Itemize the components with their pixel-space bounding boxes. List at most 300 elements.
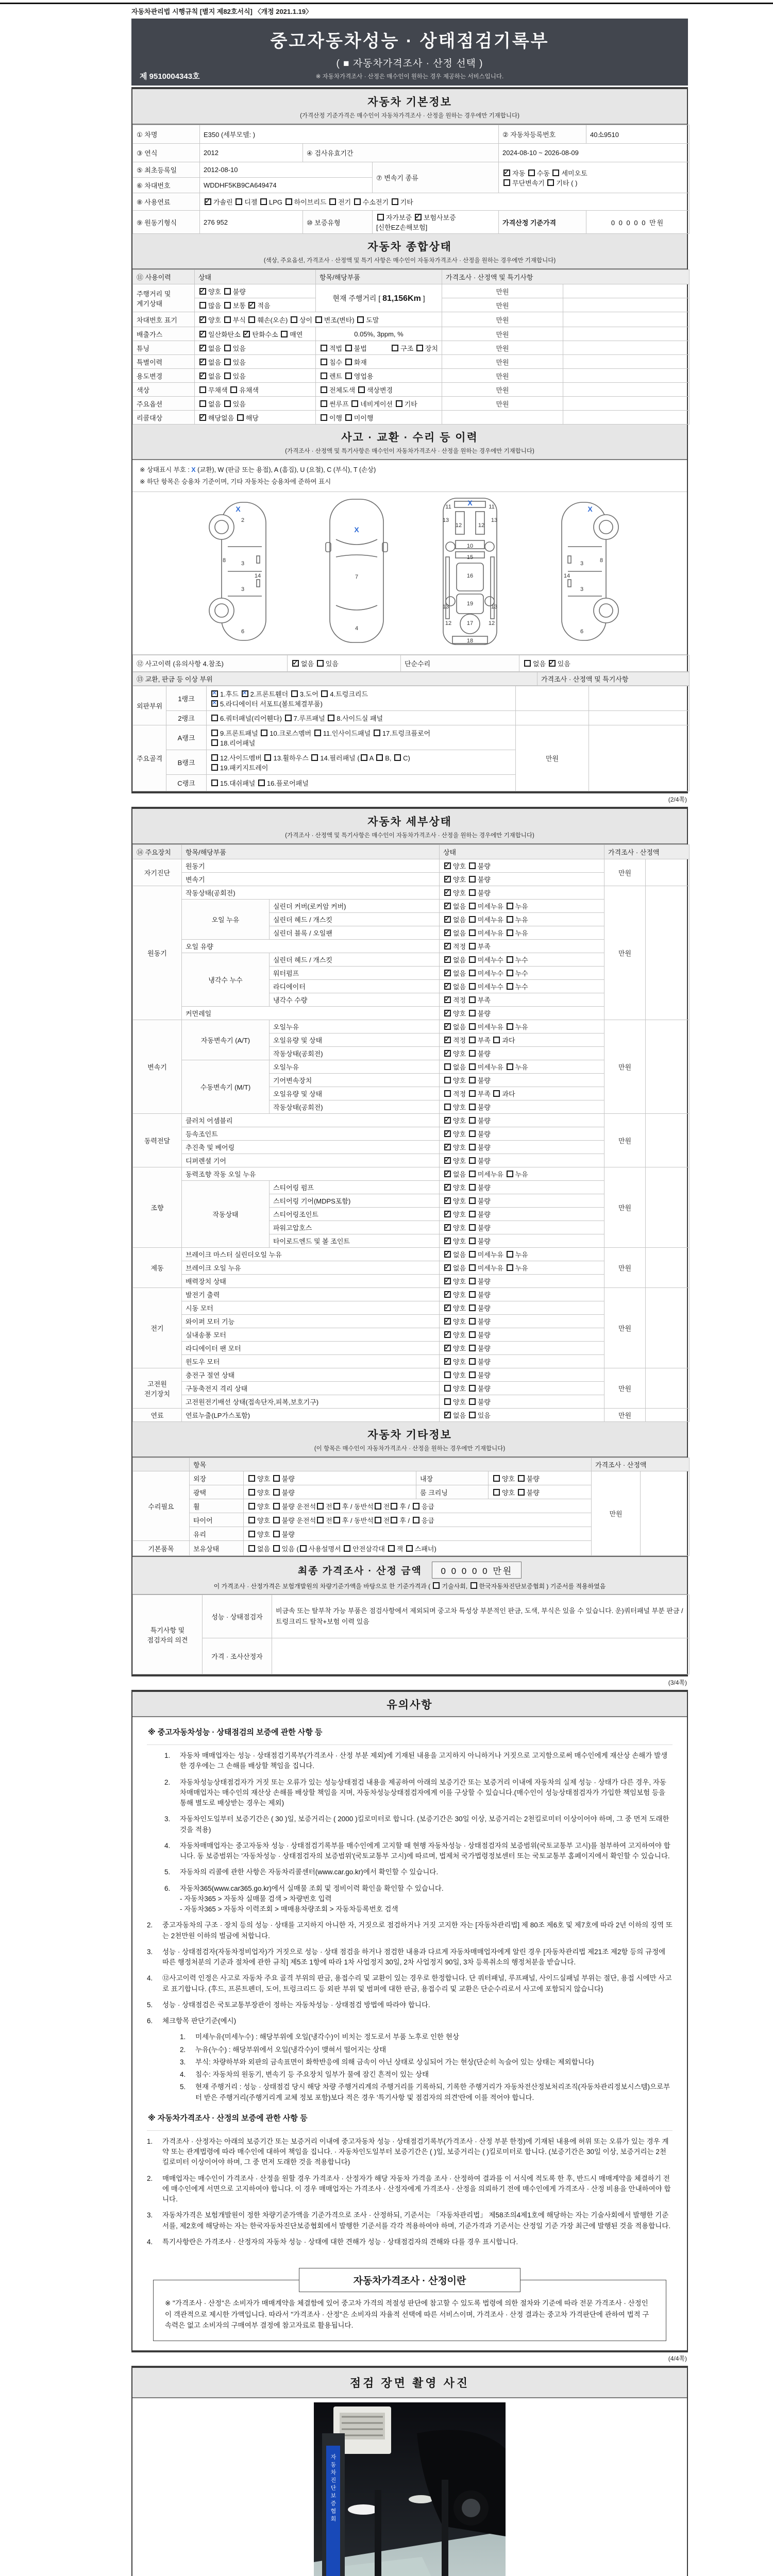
checkbox-unchecked[interactable] xyxy=(391,1503,397,1510)
checkbox-unchecked[interactable] xyxy=(317,1503,324,1510)
state-cell: ✓ 양호 부식 훼손(오손) 상이 변조(변타) 도말 xyxy=(195,312,442,327)
checkbox-checked[interactable] xyxy=(444,956,451,963)
rank-table xyxy=(132,686,690,791)
checkbox-unchecked[interactable] xyxy=(285,715,292,721)
checkbox-unchecked[interactable] xyxy=(211,730,218,736)
checkbox-unchecked[interactable] xyxy=(375,1503,381,1510)
checkbox-checked[interactable] xyxy=(503,170,510,176)
notice-item-text: 부식: 차량하부와 외판의 금속표면이 화학반응에 의해 금속이 아닌 상태로 상실되어 가는 현상(단순히 녹슬어 있는 상태는 제외합니다) xyxy=(195,2058,594,2066)
checkbox-checked[interactable] xyxy=(444,1238,451,1244)
spec-cell xyxy=(563,383,690,397)
checkbox-unchecked[interactable] xyxy=(321,400,327,407)
checkbox-unchecked[interactable] xyxy=(507,1063,513,1070)
checkbox-unchecked[interactable] xyxy=(469,1318,476,1325)
checkbox-unchecked[interactable] xyxy=(469,889,476,896)
checkbox-unchecked[interactable] xyxy=(211,764,218,771)
notice-subheading: ※ 중고자동차성능 · 상태점검의 보증에 관한 사항 등 xyxy=(147,1719,673,1745)
checkbox-unchecked[interactable] xyxy=(376,754,383,761)
checkbox-unchecked[interactable] xyxy=(261,730,267,736)
section-box-page3 xyxy=(131,807,688,1676)
checkbox-unchecked[interactable] xyxy=(315,316,322,323)
checkbox-checked[interactable] xyxy=(199,331,206,337)
checkbox-unchecked[interactable] xyxy=(507,916,513,923)
checkbox-checked[interactable] xyxy=(444,1358,451,1365)
field-label: ⑤ 최초등록일 xyxy=(133,162,200,178)
first-registration-date: 2012-08-10 xyxy=(200,162,373,178)
checkbox-unchecked[interactable] xyxy=(469,1211,476,1217)
checkbox-unchecked[interactable] xyxy=(469,1023,476,1030)
checkbox-unchecked[interactable] xyxy=(469,1197,476,1204)
checkbox-unchecked[interactable] xyxy=(388,1545,395,1552)
basic-info-header xyxy=(132,89,687,125)
etc-item-label: 보유상태 xyxy=(190,1541,244,1556)
checkbox-unchecked[interactable] xyxy=(224,400,231,407)
device-item: 커먼레일 xyxy=(182,1007,440,1020)
checkbox-unchecked[interactable] xyxy=(273,1531,280,1537)
checkbox-unchecked[interactable] xyxy=(469,929,476,936)
device-spec xyxy=(646,1288,690,1368)
checkbox-checked[interactable] xyxy=(444,862,451,869)
checkbox-unchecked[interactable] xyxy=(285,198,292,205)
checkbox-checked[interactable] xyxy=(444,929,451,936)
checkbox-unchecked[interactable] xyxy=(469,996,476,1003)
checkbox-checked[interactable] xyxy=(444,1157,451,1164)
checkbox-unchecked[interactable] xyxy=(321,386,327,393)
checkbox-unchecked[interactable] xyxy=(273,1489,280,1496)
checkbox-checked[interactable] xyxy=(444,1345,451,1351)
rank-label: C랭크 xyxy=(166,775,207,791)
device-price: 만원 xyxy=(604,1368,646,1409)
checkbox-unchecked[interactable] xyxy=(392,345,398,351)
checkbox-unchecked[interactable] xyxy=(413,1503,419,1510)
checkbox-unchecked[interactable] xyxy=(345,359,352,365)
checkbox-unchecked[interactable] xyxy=(469,876,476,883)
checkbox-unchecked[interactable] xyxy=(230,386,237,393)
checkbox-unchecked[interactable] xyxy=(547,179,554,186)
checkbox-unchecked[interactable] xyxy=(329,198,336,205)
checkbox-unchecked[interactable] xyxy=(248,1475,255,1482)
checkbox-unchecked[interactable] xyxy=(314,730,321,736)
checkbox-checked[interactable] xyxy=(199,372,206,379)
checkbox-unchecked[interactable] xyxy=(391,1517,397,1523)
checkbox-unchecked[interactable] xyxy=(469,1398,476,1405)
basic-info-title: 자동차 기본정보 xyxy=(367,96,452,108)
checkbox-checked[interactable] xyxy=(444,983,451,990)
checkbox-checked[interactable] xyxy=(444,1291,451,1298)
checkbox-unchecked[interactable] xyxy=(248,1545,255,1552)
checkbox-unchecked[interactable] xyxy=(311,754,318,761)
checkbox-checked[interactable] xyxy=(205,198,211,205)
zone-number: 12 xyxy=(488,620,495,626)
checkbox-unchecked[interactable] xyxy=(469,1331,476,1338)
checkbox-unchecked[interactable] xyxy=(507,929,513,936)
checkbox-checked[interactable] xyxy=(243,331,250,337)
device-item: 충전구 절연 상태 xyxy=(182,1368,440,1382)
notice-item-number: 2. xyxy=(180,2045,186,2054)
inspection-photo-wrap xyxy=(132,2398,687,2576)
detail-col-device: ⑭ 주요장치 xyxy=(133,845,182,859)
checkbox-unchecked[interactable] xyxy=(507,1251,513,1258)
checkbox-checked[interactable] xyxy=(444,1184,451,1191)
notice-item-text: 자동차매매업자는 중고자동차 성능 · 상태점검기록부를 매수인에게 고지할 때 현행 자동차성능 · 상태점검자의 보증범위(국토교통부 고시)를 첨부하여 고지하여야 합니다. 동 보증범위는 '자동차성능 · 상태점검자의 보증범위'(국토교통부 고시)에 따르며, 법제처 국가법령정보센터 또는 국토교통부 홈페이지에서 확인할 수 있습니다. xyxy=(180,1841,670,1860)
checkbox-unchecked[interactable] xyxy=(199,386,206,393)
checkbox-unchecked[interactable] xyxy=(469,1050,476,1057)
checkbox-unchecked[interactable] xyxy=(237,414,244,421)
checkbox-checked[interactable] xyxy=(549,660,556,667)
checkbox-checked[interactable] xyxy=(444,1197,451,1204)
notice-item-text: 침수: 자동차의 원동기, 변속기 등 주요장치 일부가 물에 잠긴 흔적이 있는 상태 xyxy=(195,2071,429,2078)
checkbox-unchecked[interactable] xyxy=(281,331,288,337)
checkbox-checked[interactable] xyxy=(444,1050,451,1057)
checkbox-unchecked[interactable] xyxy=(224,316,231,323)
zone-number: 15 xyxy=(466,554,474,561)
etc-price: 만원 xyxy=(592,1471,641,1556)
checkbox-unchecked[interactable] xyxy=(469,1358,476,1365)
checkbox-unchecked[interactable] xyxy=(503,179,510,186)
checkbox-unchecked[interactable] xyxy=(507,1023,513,1030)
checkbox-unchecked[interactable] xyxy=(469,1171,476,1177)
checkbox-unchecked[interactable] xyxy=(469,1037,476,1043)
checkbox-unchecked[interactable] xyxy=(524,660,531,667)
checkbox-checked[interactable] xyxy=(292,660,299,667)
checkbox-unchecked[interactable] xyxy=(416,345,423,351)
checkbox-checked[interactable] xyxy=(444,1037,451,1043)
checkbox-checked[interactable] xyxy=(444,1264,451,1271)
checkbox-unchecked[interactable] xyxy=(351,400,358,407)
overall-col-state: 상태 xyxy=(195,270,316,284)
checkbox-checked[interactable] xyxy=(415,214,422,221)
checkbox-unchecked[interactable] xyxy=(224,302,231,309)
item-cell: 이행 미이행 xyxy=(316,411,442,425)
notice-item-text: 자동차 매매업자는 성능 · 상태점검기록부(가격조사 · 산정 부분 제외)에 기재된 내용을 고지하지 아니하거나 거짓으로 고지함으로써 매수인에게 재산상 손해가 발생한 경우에는 그 손해를 배상할 책임을 집니다. xyxy=(180,1752,668,1770)
zone-number: 3 xyxy=(580,586,584,592)
checkbox-checked[interactable] xyxy=(199,288,206,295)
checkbox-unchecked[interactable] xyxy=(518,1489,525,1496)
zone-number: 12 xyxy=(478,522,485,529)
checkbox-unchecked[interactable] xyxy=(273,1545,280,1552)
checkbox-unchecked[interactable] xyxy=(444,1385,451,1392)
checkbox-unchecked[interactable] xyxy=(444,1090,451,1097)
checkbox-unchecked[interactable] xyxy=(507,983,513,990)
checkbox-unchecked[interactable] xyxy=(394,754,401,761)
checkbox-unchecked[interactable] xyxy=(377,214,384,221)
checkbox-checked[interactable] xyxy=(444,1331,451,1338)
device-price: 만원 xyxy=(604,1167,646,1248)
notice-item xyxy=(180,2032,673,2042)
price-cell: 만원 xyxy=(442,369,563,383)
checkbox-unchecked[interactable] xyxy=(224,359,231,365)
frame-price: 만원 xyxy=(516,725,589,791)
notice-item xyxy=(147,2237,673,2247)
etc-col-price: 가격조사 · 산정액 xyxy=(592,1458,690,1471)
checkbox-unchecked[interactable] xyxy=(507,903,513,909)
device-state: ✓ 없음 미세누유 누유 xyxy=(440,913,604,926)
checkbox-unchecked[interactable] xyxy=(444,1371,451,1378)
checkbox-unchecked[interactable] xyxy=(469,862,476,869)
checkbox-checked[interactable] xyxy=(444,1130,451,1137)
checkbox-checked[interactable] xyxy=(444,903,451,909)
notice-subheading: ※ 자동차가격조사 · 산정의 보증에 관한 사항 등 xyxy=(147,2105,673,2131)
checkbox-unchecked[interactable] xyxy=(374,730,380,736)
detail-title: 자동차 세부상태 xyxy=(367,816,452,828)
checkbox-unchecked[interactable] xyxy=(375,1517,381,1523)
checkbox-unchecked[interactable] xyxy=(248,1503,255,1510)
checkbox-unchecked[interactable] xyxy=(469,1371,476,1378)
checkbox-x-marked[interactable] xyxy=(211,700,218,707)
checkbox-unchecked[interactable] xyxy=(328,715,334,721)
device-spec xyxy=(646,1368,690,1409)
checkbox-checked[interactable] xyxy=(444,1144,451,1150)
checkbox-unchecked[interactable] xyxy=(469,1264,476,1271)
checkbox-unchecked[interactable] xyxy=(469,1130,476,1137)
device-subgroup-label: 자동변속기 (A/T) xyxy=(182,1020,270,1060)
zone-number: 3 xyxy=(580,561,584,567)
etc-item-state: 양호 불량 운전석 전 후 / 동반석 전 후 / 응급 xyxy=(244,1499,592,1513)
checkbox-unchecked[interactable] xyxy=(321,359,327,365)
checkbox-unchecked[interactable] xyxy=(469,1224,476,1231)
checkbox-checked[interactable] xyxy=(444,916,451,923)
checkbox-unchecked[interactable] xyxy=(469,903,476,909)
checkbox-unchecked[interactable] xyxy=(493,1475,500,1482)
checkbox-unchecked[interactable] xyxy=(507,956,513,963)
checkbox-checked[interactable] xyxy=(444,1023,451,1030)
checkbox-checked[interactable] xyxy=(444,1304,451,1311)
checkbox-checked[interactable] xyxy=(444,1171,451,1177)
device-state: ✓ 적정 부족 xyxy=(440,993,604,1007)
device-state: ✓ 없음 있음 xyxy=(440,1409,604,1422)
checkbox-unchecked[interactable] xyxy=(469,1278,476,1284)
checkbox-unchecked[interactable] xyxy=(211,754,218,761)
checkbox-unchecked[interactable] xyxy=(469,916,476,923)
checkbox-unchecked[interactable] xyxy=(406,1545,413,1552)
notice-item-text: ⑫사고이력 인정은 사고로 자동차 주요 골격 부위의 판금, 용접수리 및 교환이 있는 경우로 한정합니다. 단 쿼터패널, 루프패널, 사이드실패널 부위는 절단, 용접 시에만 사고로 표기합니다. (후드, 프론트펜더, 도어, 트렁크리드 등 외판 부위 및 범퍼에 대한 판금, 용접수리 및 교환은 단순수리로서 사고에 포함되지 않습니다) xyxy=(162,1974,672,1993)
frame-group-label: 주요골격 xyxy=(133,725,166,791)
checkbox-unchecked[interactable] xyxy=(248,1531,255,1537)
checkbox-checked[interactable] xyxy=(199,414,206,421)
checkbox-unchecked[interactable] xyxy=(248,1489,255,1496)
checkbox-unchecked[interactable] xyxy=(345,414,352,421)
checkbox-x-marked[interactable] xyxy=(211,690,218,697)
device-state: ✓ 양호 불량 xyxy=(440,1315,604,1328)
final-price-note: 이 가격조사 · 산정가격은 보험개발원의 차량기준가액을 바탕으로 한 기준가격과 ( 기술사회, 한국자동차진단보증협회 ) 기준서를 적용하였음 xyxy=(213,1583,606,1590)
checkbox-unchecked[interactable] xyxy=(291,316,297,323)
notice-item xyxy=(147,2174,673,2205)
checkbox-checked[interactable] xyxy=(444,1318,451,1325)
checkbox-checked[interactable] xyxy=(444,1117,451,1124)
checkbox-unchecked[interactable] xyxy=(469,1077,476,1083)
checkbox-unchecked[interactable] xyxy=(357,316,364,323)
checkbox-unchecked[interactable] xyxy=(361,754,367,761)
checkbox-unchecked[interactable] xyxy=(469,1090,476,1097)
checkbox-unchecked[interactable] xyxy=(199,302,206,309)
checkbox-unchecked[interactable] xyxy=(333,1517,340,1523)
device-state: ✓ 없음 미세누수 누수 xyxy=(440,980,604,993)
checkbox-checked[interactable] xyxy=(444,889,451,896)
checkbox-unchecked[interactable] xyxy=(469,1104,476,1110)
checkbox-unchecked[interactable] xyxy=(493,1489,500,1496)
mark-x-legend: X xyxy=(191,466,196,473)
checkbox-unchecked[interactable] xyxy=(260,198,267,205)
checkbox-unchecked[interactable] xyxy=(469,1157,476,1164)
checkbox-unchecked[interactable] xyxy=(300,1545,307,1552)
checkbox-unchecked[interactable] xyxy=(444,1063,451,1070)
zone-number: 12 xyxy=(455,522,462,529)
device-item: 실린더 헤드 / 개스킷 xyxy=(270,913,440,926)
checkbox-checked[interactable] xyxy=(444,1412,451,1418)
checkbox-checked[interactable] xyxy=(199,316,206,323)
checkbox-unchecked[interactable] xyxy=(469,1117,476,1124)
item-cell: 0.05%, 3ppm, % xyxy=(316,327,442,341)
section-box-notice xyxy=(131,1690,688,2352)
price-cell: 만원 xyxy=(442,284,563,298)
checkbox-unchecked[interactable] xyxy=(258,779,265,786)
checkbox-unchecked[interactable] xyxy=(507,970,513,976)
notice-item xyxy=(147,1973,673,1994)
checkbox-unchecked[interactable] xyxy=(469,956,476,963)
checkbox-checked[interactable] xyxy=(444,876,451,883)
checkbox-unchecked[interactable] xyxy=(354,198,361,205)
zone-number: 7 xyxy=(355,574,359,580)
device-spec xyxy=(646,1409,690,1422)
device-item: 와이퍼 모터 기능 xyxy=(182,1315,440,1328)
checkbox-unchecked[interactable] xyxy=(469,970,476,976)
checkbox-unchecked[interactable] xyxy=(321,414,327,421)
device-item: 실린더 헤드 / 개스킷 xyxy=(270,953,440,967)
checkbox-unchecked[interactable] xyxy=(211,779,218,786)
checkbox-checked[interactable] xyxy=(444,970,451,976)
checkbox-unchecked[interactable] xyxy=(469,1412,476,1418)
checkbox-unchecked[interactable] xyxy=(469,1010,476,1016)
notice-item-number: 6. xyxy=(147,2017,153,2025)
checkbox-unchecked[interactable] xyxy=(469,1063,476,1070)
checkbox-unchecked[interactable] xyxy=(469,1238,476,1244)
device-state: ✓ 없음 미세누유 누유 xyxy=(440,1020,604,1033)
checkbox-unchecked[interactable] xyxy=(469,1385,476,1392)
checkbox-unchecked[interactable] xyxy=(291,690,298,697)
device-item: 스티어링 펌프 xyxy=(270,1181,440,1194)
checkbox-unchecked[interactable] xyxy=(469,1304,476,1311)
item-cell: 썬루프 네비게이션 기타 xyxy=(316,397,442,411)
checkbox-unchecked[interactable] xyxy=(321,690,328,697)
device-item: 브레이크 오일 누유 xyxy=(182,1261,440,1275)
checkbox-unchecked[interactable] xyxy=(470,1582,477,1589)
spec-cell xyxy=(563,369,690,383)
checkbox-unchecked[interactable] xyxy=(199,400,206,407)
checkbox-unchecked[interactable] xyxy=(493,1037,500,1043)
checkbox-unchecked[interactable] xyxy=(224,288,231,295)
appraiser-label: 가격 · 조사산정자 xyxy=(203,1638,272,1674)
checkbox-unchecked[interactable] xyxy=(469,1184,476,1191)
checkbox-checked[interactable] xyxy=(444,1278,451,1284)
checkbox-unchecked[interactable] xyxy=(444,1077,451,1083)
checkbox-unchecked[interactable] xyxy=(317,1517,324,1523)
checkbox-unchecked[interactable] xyxy=(396,400,402,407)
checkbox-unchecked[interactable] xyxy=(236,198,242,205)
checkbox-unchecked[interactable] xyxy=(224,345,231,351)
rank-spec xyxy=(589,711,690,725)
etc-item-label: 룸 크리닝 xyxy=(416,1485,489,1499)
checkbox-checked[interactable] xyxy=(444,1211,451,1217)
checkbox-checked[interactable] xyxy=(444,1010,451,1016)
notice-item-text: 현재 주행거리 : 성능 · 상태점검 당시 해당 차량 주행거리계의 주행거리를 기록하되, 기록한 주행거리가 자동차전산정보처리조직(자동차관리정보시스템)으로부터 받은 주행거리(주행거리계 교체 정보 포함)보다 적은 경우 '특기사항 및 점검자의 의견'란에 이를 적어야 합니다. xyxy=(195,2083,670,2102)
form-reference-note: 자동차관리법 시행규칙 [별지 제82호서식] 〈개정 2021.1.19〉 xyxy=(131,8,313,15)
device-item: 실린더 커버(로커암 커버) xyxy=(270,900,440,913)
checkbox-checked[interactable] xyxy=(248,302,255,309)
checkbox-unchecked[interactable] xyxy=(469,1251,476,1258)
checkbox-unchecked[interactable] xyxy=(518,1475,525,1482)
state-cell: ✓ 해당없음 해당 xyxy=(195,411,316,425)
checkbox-unchecked[interactable] xyxy=(507,1264,513,1271)
notice-item xyxy=(147,2000,673,2010)
checkbox-checked[interactable] xyxy=(444,1251,451,1258)
checkbox-checked[interactable] xyxy=(199,345,206,351)
checkbox-unchecked[interactable] xyxy=(248,1517,255,1523)
checkbox-unchecked[interactable] xyxy=(211,739,218,746)
checkbox-unchecked[interactable] xyxy=(344,1545,350,1552)
checkbox-checked[interactable] xyxy=(444,1224,451,1231)
notice-item-number: 4. xyxy=(147,2238,153,2246)
notice-item-number: 1. xyxy=(147,2137,153,2145)
checkbox-unchecked[interactable] xyxy=(321,345,327,351)
checkbox-unchecked[interactable] xyxy=(552,170,559,176)
accident-history-state: ✓ 없음 있음 xyxy=(288,655,401,672)
checkbox-unchecked[interactable] xyxy=(469,983,476,990)
checkbox-unchecked[interactable] xyxy=(321,372,327,379)
checkbox-unchecked[interactable] xyxy=(345,372,352,379)
checkbox-unchecked[interactable] xyxy=(413,1517,419,1523)
checkbox-unchecked[interactable] xyxy=(273,1503,280,1510)
checkbox-unchecked[interactable] xyxy=(493,1090,500,1097)
appraiser-opinion xyxy=(272,1638,690,1674)
accident-legend-2: ※ 하단 항목은 승용차 기준이며, 기타 자동차는 승용차에 준하여 표시 xyxy=(140,478,331,485)
checkbox-unchecked[interactable] xyxy=(317,660,324,667)
checkbox-unchecked[interactable] xyxy=(211,715,218,721)
state-cell: ✓ 일산화탄소 ✓탄화수소 매연 xyxy=(195,327,316,341)
device-item: 라디에이터 xyxy=(270,980,440,993)
checkbox-unchecked[interactable] xyxy=(264,754,271,761)
checkbox-unchecked[interactable] xyxy=(444,1104,451,1110)
checkbox-checked[interactable] xyxy=(444,943,451,950)
checkbox-unchecked[interactable] xyxy=(507,1171,513,1177)
checkbox-unchecked[interactable] xyxy=(469,1144,476,1150)
overall-note: (색상, 주요옵션, 가격조사 · 산정액 및 특기 사항은 매수인이 자동차가격조사 · 산정을 원하는 경우에만 기재합니다) xyxy=(263,258,556,264)
checkbox-unchecked[interactable] xyxy=(469,1291,476,1298)
checkbox-unchecked[interactable] xyxy=(345,345,352,351)
checkbox-unchecked[interactable] xyxy=(358,386,365,393)
checkbox-unchecked[interactable] xyxy=(392,198,398,205)
checkbox-unchecked[interactable] xyxy=(224,372,231,379)
zone-number: 14 xyxy=(563,573,570,579)
notice-item-number: 2. xyxy=(164,1778,171,1786)
checkbox-unchecked[interactable] xyxy=(469,943,476,950)
state-cell: ✓ 없음 있음 xyxy=(195,355,316,369)
checkbox-unchecked[interactable] xyxy=(273,1475,280,1482)
rank-label: 2랭크 xyxy=(166,711,207,725)
checkbox-unchecked[interactable] xyxy=(444,1398,451,1405)
checkbox-unchecked[interactable] xyxy=(528,170,535,176)
checkbox-unchecked[interactable] xyxy=(333,1503,340,1510)
price-cell: 만원 xyxy=(442,327,563,341)
photo-car-rim xyxy=(462,2499,480,2517)
checkbox-unchecked[interactable] xyxy=(433,1582,440,1589)
device-state: ✓ 없음 미세누유 누유 xyxy=(440,926,604,940)
checkbox-checked[interactable] xyxy=(199,359,206,365)
checkbox-checked[interactable] xyxy=(444,996,451,1003)
checkbox-x-marked[interactable] xyxy=(242,690,248,697)
checkbox-unchecked[interactable] xyxy=(248,316,255,323)
checkbox-unchecked[interactable] xyxy=(273,1517,280,1523)
checkbox-unchecked[interactable] xyxy=(469,1345,476,1351)
